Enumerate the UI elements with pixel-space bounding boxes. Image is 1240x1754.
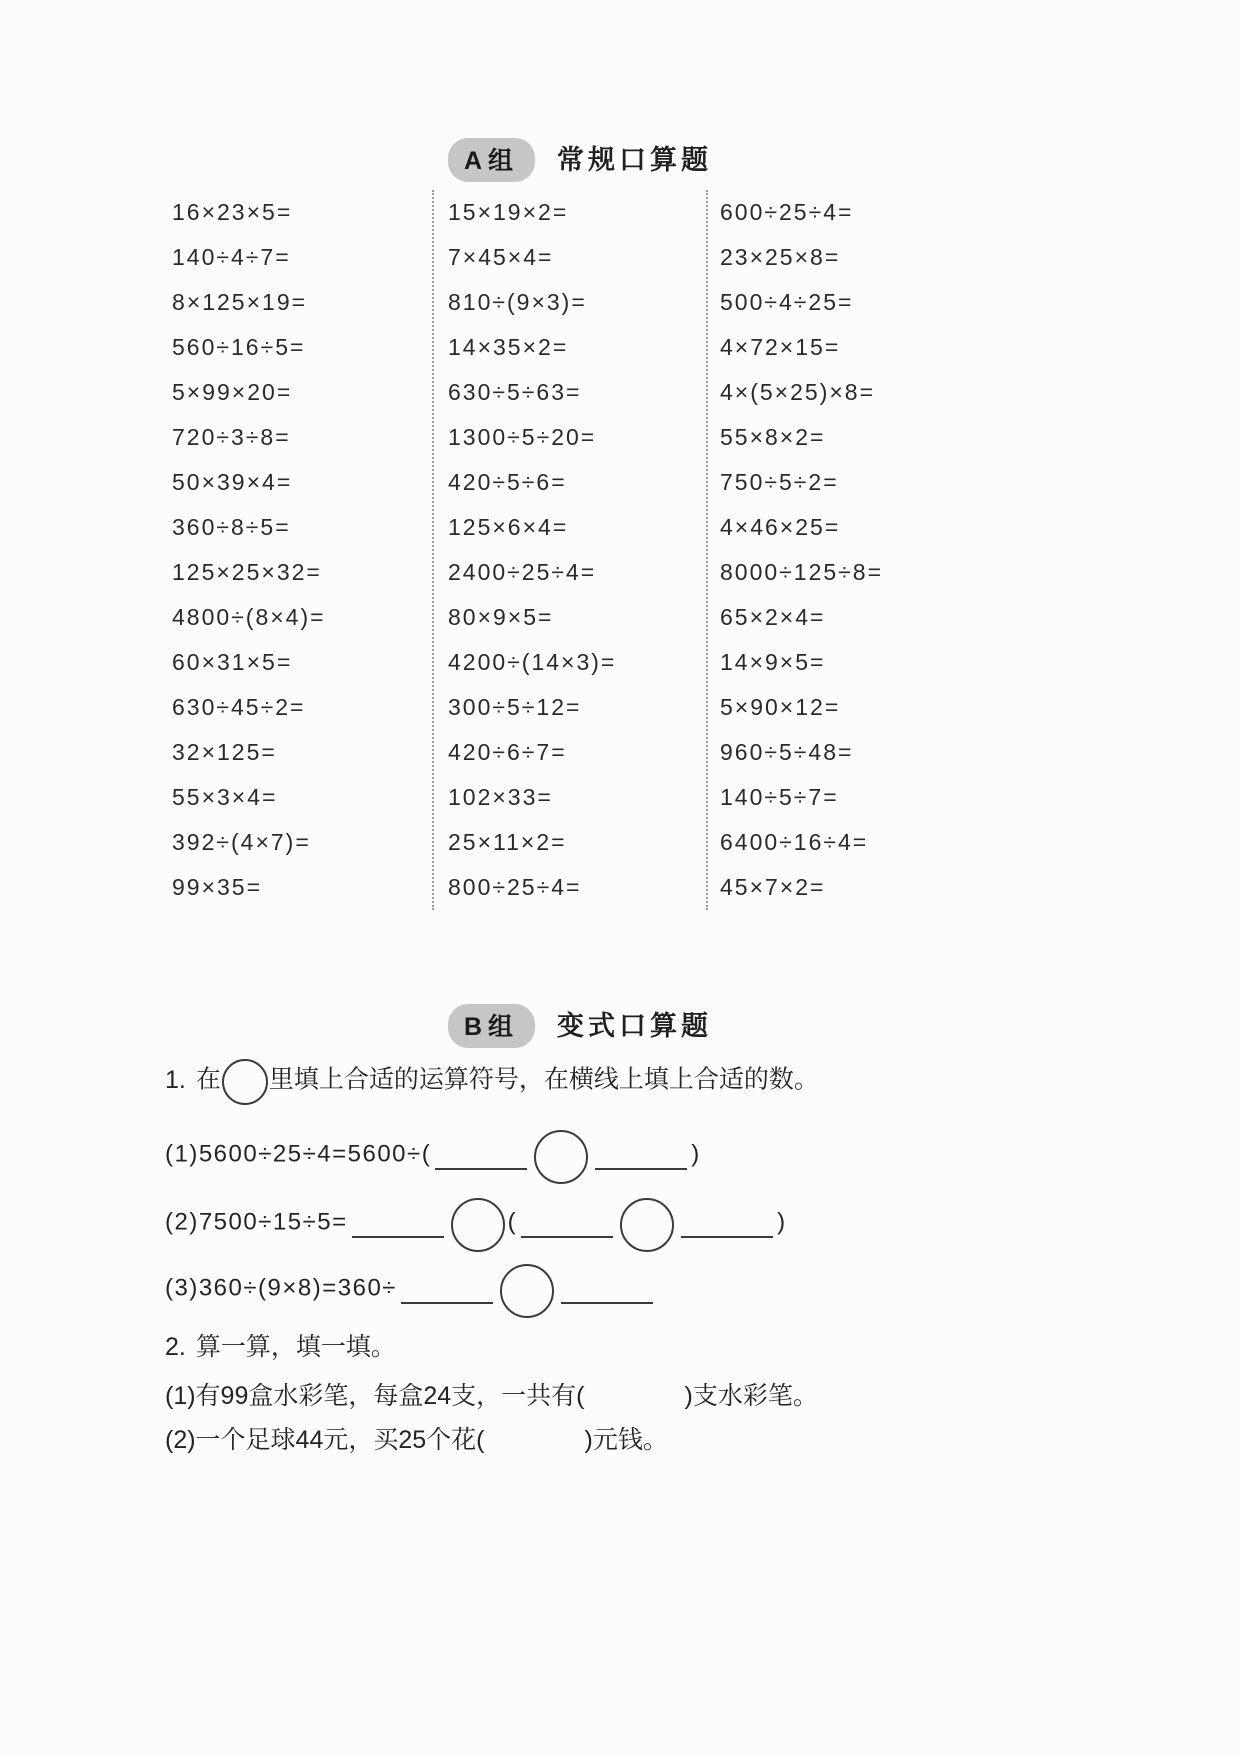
fill-item-2-open-paren: ( [507,1208,518,1236]
math-problem: 720÷3÷8= [172,424,291,450]
math-problem: 4×(5×25)×8= [720,379,876,405]
math-problem: 2400÷25÷4= [448,559,597,585]
math-problem: 99×35= [172,874,263,900]
answer-blank [561,1299,653,1304]
word-problem-1: (1)有99盒水彩笔，每盒24支，一共有( )支水彩笔。 [165,1382,818,1410]
math-problem: 102×33= [448,784,553,810]
math-problem: 14×9×5= [720,649,826,675]
question-2-number: 2. [165,1333,186,1361]
question-1-text-before: 在 [195,1065,221,1094]
problem-column-2 [432,190,706,910]
word-problem-2: (2)一个足球44元，买25个花( )元钱。 [165,1426,668,1454]
answer-blank [595,1165,687,1170]
fill-item-2-expression: (2)7500÷15÷5= [165,1208,348,1236]
math-problem: 140÷5÷7= [720,784,839,810]
fill-item-3-expression: (3)360÷(9×8)=360÷ [165,1274,397,1302]
fill-item-1-suffix: ) [691,1140,701,1168]
group-a-badge: A组 [448,138,535,182]
math-problem: 392÷(4×7)= [172,829,311,855]
operator-circle [222,1059,268,1105]
math-problem: 500÷4÷25= [720,289,854,315]
math-problem: 960÷5÷48= [720,739,854,765]
math-problem: 8×125×19= [172,289,308,315]
fill-item-2-suffix: ) [777,1208,787,1236]
question-1-number: 1. [165,1065,186,1094]
group-a-title: 常规口算题 [557,145,713,175]
answer-blank [681,1233,773,1238]
math-problem: 4×72×15= [720,334,841,360]
math-problem: 4×46×25= [720,514,841,540]
math-problem: 15×19×2= [448,199,569,225]
math-problem: 16×23×5= [172,199,293,225]
answer-blank [401,1299,493,1304]
group-b-header [150,1004,1010,1048]
math-problem: 630÷5÷63= [448,379,582,405]
math-problem: 140÷4÷7= [172,244,291,270]
group-b-badge: B组 [448,1004,535,1048]
math-problem: 8000÷125÷8= [720,559,884,585]
fill-item-2 [165,1196,787,1250]
math-problem: 420÷6÷7= [448,739,567,765]
math-problem: 360÷8÷5= [172,514,291,540]
fill-item-1-expression: (1)5600÷25÷4=5600÷( [165,1140,432,1168]
math-problem: 55×8×2= [720,424,826,450]
math-problem: 810÷(9×3)= [448,289,587,315]
question-1-intro [165,1058,819,1104]
math-problem: 65×2×4= [720,604,826,630]
math-problem: 750÷5÷2= [720,469,839,495]
math-problem: 45×7×2= [720,874,826,900]
question-1-text-after: 里填上合适的运算符号，在横线上填上合适的数。 [268,1065,819,1094]
math-problem: 14×35×2= [448,334,569,360]
math-problem: 25×11×2= [448,829,567,855]
fill-item-3 [165,1262,657,1316]
operator-circle [620,1198,674,1252]
math-problem: 1300÷5÷20= [448,424,597,450]
math-problem: 300÷5÷12= [448,694,582,720]
group-b-title: 变式口算题 [557,1011,713,1041]
math-problem: 630÷45÷2= [172,694,306,720]
problem-column-1 [150,190,432,910]
math-problem: 7×45×4= [448,244,554,270]
question-2-intro [165,1327,396,1363]
math-problem: 60×31×5= [172,649,293,675]
answer-blank [521,1233,613,1238]
operator-circle [500,1264,554,1318]
math-problem: 50×39×4= [172,469,293,495]
math-problem: 125×25×32= [172,559,322,585]
math-problem: 600÷25÷4= [720,199,854,225]
math-problem: 23×25×8= [720,244,841,270]
operator-circle [534,1130,588,1184]
problem-column-3 [706,190,1030,910]
math-problem: 4800÷(8×4)= [172,604,326,630]
answer-blank [352,1233,444,1238]
math-problem: 5×99×20= [172,379,293,405]
math-problem: 80×9×5= [448,604,554,630]
math-problem: 420÷5÷6= [448,469,567,495]
operator-circle [451,1198,505,1252]
math-problem: 55×3×4= [172,784,278,810]
math-problem: 4200÷(14×3)= [448,649,617,675]
math-problem: 800÷25÷4= [448,874,582,900]
math-problem: 125×6×4= [448,514,569,540]
answer-blank [435,1165,527,1170]
problem-grid [150,190,1030,910]
group-a-header [150,138,1010,182]
question-2-title: 算一算，填一填。 [195,1333,396,1361]
math-problem: 5×90×12= [720,694,841,720]
math-problem: 560÷16÷5= [172,334,306,360]
math-problem: 6400÷16÷4= [720,829,869,855]
fill-item-1 [165,1128,701,1182]
math-problem: 32×125= [172,739,277,765]
